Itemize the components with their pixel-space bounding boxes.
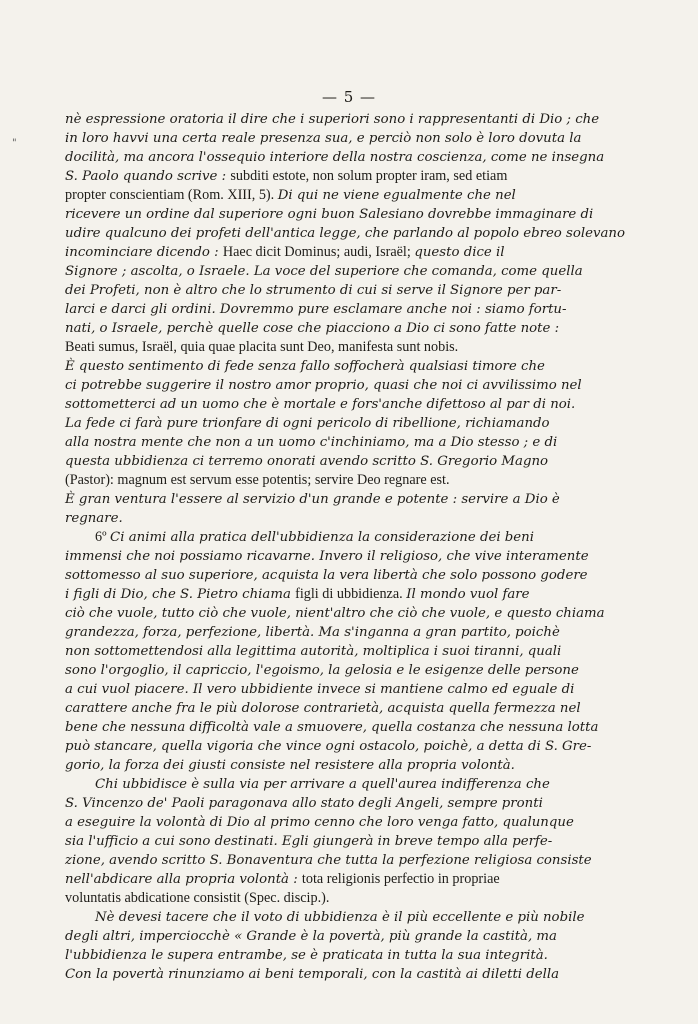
- italic-text: S. Paolo quando scrive :: [65, 169, 231, 184]
- italic-text: sono l'orgoglio, il capriccio, l'egoismo, la gelosia e le esigenze delle persone: [65, 663, 579, 678]
- text-line: [65, 205, 625, 224]
- latin-text: Beati sumus, Israël, quia quae placita sunt Deo, manifesta sunt nobis.: [65, 339, 459, 355]
- italic-text: Nè devesi tacere che il voto di ubbidienza è il più eccellente e più nobile: [95, 910, 585, 925]
- text-line: [65, 300, 625, 319]
- italic-text: degli altri, imperciocchè « Grande è la povertà, più grande la castità, ma: [65, 929, 557, 944]
- italic-text: bene che nessuna difficoltà vale a smuovere, quella costanza che nessuna lotta: [65, 720, 599, 735]
- text-line: [65, 908, 625, 927]
- italic-text: La fede ci farà pure trionfare di ogni pericolo di ribellione, richiamando: [65, 416, 550, 431]
- italic-text: carattere anche fra le più dolorose contrarietà, acquista quella fermezza nel: [65, 701, 581, 716]
- italic-text: ricevere un ordine dal superiore ogni buon Salesiano dovrebbe immaginare di: [65, 207, 594, 222]
- italic-text: a cui vuol piacere. Il vero ubbidiente invece si mantiene calmo ed eguale di: [65, 682, 575, 697]
- latin-text: tota religionis perfectio in propriae: [301, 871, 500, 887]
- italic-text: sottomesso al suo superiore, acquista la vera libertà che solo possono godere: [65, 568, 588, 583]
- text-line: [65, 794, 625, 813]
- latin-text: 6º: [95, 529, 111, 545]
- text-line: [65, 281, 625, 300]
- italic-text: Il mondo vuol fare: [406, 587, 530, 602]
- text-line: [65, 357, 625, 376]
- text-line: [65, 737, 625, 756]
- text-line: [65, 262, 625, 281]
- italic-text: udire qualcuno dei profeti dell'antica legge, che parlando al popolo ebreo solevano: [65, 226, 626, 241]
- text-line: [65, 433, 625, 452]
- italic-text: questa ubbidienza ci terremo onorati avendo scritto S. Gregorio Magno: [65, 454, 549, 469]
- latin-text: figli di ubbidienza.: [295, 586, 407, 602]
- text-line: [65, 870, 625, 889]
- text-line: [65, 775, 625, 794]
- italic-text: zione, avendo scritto S. Bonaventura che tutta la perfezione religiosa consiste: [65, 853, 592, 868]
- margin-mark: ": [12, 138, 17, 149]
- italic-text: può stancare, quella vigoria che vince ogni ostacolo, poichè, a detta di S. Gre-: [65, 739, 592, 754]
- text-line: [65, 167, 625, 186]
- text-line: [65, 376, 625, 395]
- latin-text: subditi estote, non solum propter iram, sed etiam: [230, 168, 508, 184]
- text-line: [65, 680, 625, 699]
- italic-text: nell'abdicare alla propria volontà :: [65, 872, 302, 887]
- italic-text: a eseguire la volontà di Dio al primo cenno che loro venga fatto, qualunque: [65, 815, 574, 830]
- text-line: [65, 547, 625, 566]
- text-line: [65, 718, 625, 737]
- italic-text: incominciare dicendo :: [65, 245, 223, 260]
- italic-text: Signore ; ascolta, o Israele. La voce del superiore che comanda, come quella: [65, 264, 583, 279]
- text-line: [65, 490, 625, 509]
- text-line: [65, 110, 625, 129]
- italic-text: nè espressione oratoria il dire che i superiori sono i rappresentanti di Dio ; che: [65, 112, 600, 127]
- italic-text: È gran ventura l'essere al servizio d'un grande e potente : servire a Dio è: [65, 492, 560, 507]
- text-line: [65, 148, 625, 167]
- italic-text: S. Vincenzo de' Paoli paragonava allo stato degli Angeli, sempre pronti: [65, 796, 543, 811]
- text-line: [65, 661, 625, 680]
- latin-text: voluntatis abdicatione consistit (Spec. discip.).: [65, 890, 330, 906]
- italic-text: Con la povertà rinunziamo ai beni temporali, con la castità ai diletti della: [65, 967, 560, 982]
- italic-text: Di qui ne viene egualmente che nel: [277, 188, 516, 203]
- italic-text: È questo sentimento di fede senza fallo soffocherà qualsiasi timore che: [65, 359, 545, 374]
- italic-text: docilità, ma ancora l'ossequio interiore della nostra coscienza, come ne insegna: [65, 150, 605, 165]
- text-line: [65, 509, 625, 528]
- italic-text: ci potrebbe suggerire il nostro amor proprio, quasi che noi ci avvilissimo nel: [65, 378, 582, 393]
- text-line: [65, 851, 625, 870]
- text-line: [65, 927, 625, 946]
- italic-text: ciò che vuole, tutto ciò che vuole, nient'altro che ciò che vuole, e questo chiama: [65, 606, 605, 621]
- text-line: [65, 566, 625, 585]
- text-line: [65, 338, 625, 357]
- text-line: [65, 623, 625, 642]
- italic-text: sottometterci ad un uomo che è mortale e fors'anche difettoso al par di noi.: [65, 397, 576, 412]
- italic-text: sia l'ufficio a cui sono destinati. Egli giungerà in breve tempo alla perfe-: [65, 834, 553, 849]
- text-line: [65, 243, 625, 262]
- text-line: [65, 471, 625, 490]
- text-line: [65, 604, 625, 623]
- italic-text: gorio, la forza dei giusti consiste nel resistere alla propria volontà.: [65, 758, 515, 773]
- text-line: [65, 756, 625, 775]
- text-line: [65, 452, 625, 471]
- text-line: [65, 414, 625, 433]
- text-line: [65, 699, 625, 718]
- page-number: — 5 —: [321, 88, 377, 106]
- latin-text: Haec dicit Dominus; audi, Israël;: [222, 244, 415, 260]
- italic-text: grandezza, forza, perfezione, libertà. Ma s'inganna a gran partito, poichè: [65, 625, 560, 640]
- latin-text: propter conscientiam (Rom. XIII, 5).: [65, 187, 278, 203]
- text-line: [65, 813, 625, 832]
- italic-text: dei Profeti, non è altro che lo strumento di cui si serve il Signore per par-: [65, 283, 562, 298]
- italic-text: nati, o Israele, perchè quelle cose che piacciono a Dio ci sono fatte note :: [65, 321, 560, 336]
- italic-text: i figli di Dio, che S. Pietro chiama: [65, 587, 296, 602]
- text-line: [65, 186, 625, 205]
- text-line: [65, 129, 625, 148]
- text-line: [65, 319, 625, 338]
- italic-text: Chi ubbidisce è sulla via per arrivare a quell'aurea indifferenza che: [95, 777, 550, 792]
- text-line: [65, 965, 625, 984]
- text-line: [65, 946, 625, 965]
- italic-text: immensi che noi possiamo ricavarne. Invero il religioso, che vive interamente: [65, 549, 589, 564]
- italic-text: non sottomettendosi alla legittima autorità, moltiplica i suoi tiranni, quali: [65, 644, 562, 659]
- italic-text: larci e darci gli ordini. Dovremmo pure esclamare anche noi : siamo fortu-: [65, 302, 567, 317]
- latin-text: (Pastor): magnum est servum esse potentis; servire Deo regnare est.: [65, 472, 450, 488]
- text-line: [65, 395, 625, 414]
- italic-text: l'ubbidienza le supera entrambe, se è praticata in tutta la sua integrità.: [65, 948, 548, 963]
- text-line: [65, 528, 625, 547]
- text-line: [65, 642, 625, 661]
- text-line: [65, 889, 625, 908]
- italic-text: alla nostra mente che non a un uomo c'inchiniamo, ma a Dio stesso ; e di: [65, 435, 558, 450]
- italic-text: questo dice il: [414, 245, 505, 260]
- body-text: [65, 110, 625, 984]
- text-line: [65, 224, 625, 243]
- text-line: [65, 585, 625, 604]
- italic-text: regnare.: [65, 511, 123, 526]
- italic-text: in loro havvi una certa reale presenza sua, e perciò non solo è loro dovuta la: [65, 131, 582, 146]
- text-line: [65, 832, 625, 851]
- italic-text: Ci animi alla pratica dell'ubbidienza la considerazione dei beni: [110, 530, 534, 545]
